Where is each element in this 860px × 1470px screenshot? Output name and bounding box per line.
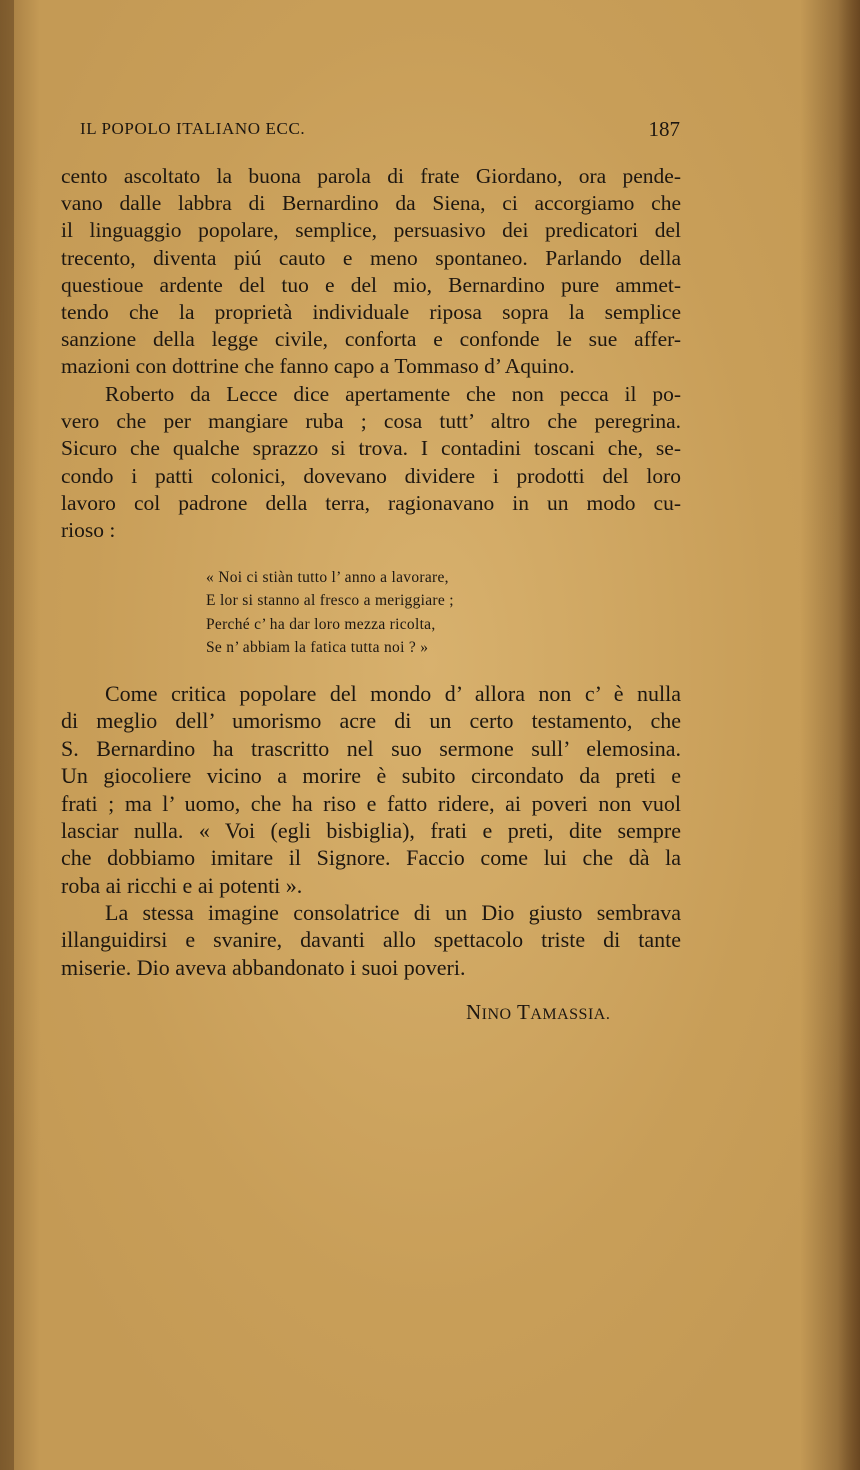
text-line: Roberto da Lecce dice apertamente che non pecca il po- [105,382,681,406]
page-edge-shadow [838,0,860,1470]
text-line: S. Bernardino ha trascritto nel suo sermone sull’ elemosina. [61,735,681,761]
signature-initial: T [516,1000,531,1024]
text-line: mazioni con dottrine che fanno capo a Tommaso d’ Aquino. [61,354,575,379]
signature-text: INO [481,1006,512,1023]
poem-line: Se n’ abbiam la fatica tutta noi ? » [206,638,429,656]
text-line: illanguidirsi e svanire, davanti allo spettacolo triste di tante [61,927,681,953]
text-line: Sicuro che qualche sprazzo si trova. I contadini toscani che, se- [61,436,681,461]
running-head [80,117,680,143]
text-line: roba ai ricchi e ai potenti ». [61,872,303,898]
text-line: lavoro col padrone della terra, ragionavano in un modo cu- [61,490,681,515]
poem-line: « Noi ci stiàn tutto l’ anno a lavorare, [206,569,449,586]
paragraph-3 [61,680,681,899]
text-line: Un giocoliere vicino a morire è subito circondato da preti e [61,763,681,789]
text-line: vano dalle labbra di Bernardino da Siena, ci accorgiamo che [61,191,681,216]
page-spine-shadow [0,0,14,1470]
text-line: vero che per mangiare ruba ; cosa tutt’ altro che peregrina. [61,409,681,434]
text-line: trecento, diventa piú cauto e meno spontaneo. Parlando della [61,245,681,270]
text-line: cento ascoltato la buona parola di frate Giordano, ora pende- [61,164,681,188]
text-line: Come critica popolare del mondo d’ allora non c’ è nulla [105,681,681,706]
paragraph-1 [61,163,681,381]
running-title: IL POPOLO ITALIANO ECC. [80,119,306,138]
text-line: condo i patti colonici, dovevano dividere i prodotti del loro [61,463,681,488]
text-line: sanzione della legge civile, conforta e confonde le sue affer- [61,327,681,352]
paragraph-2 [61,381,681,544]
signature-text: AMASSIA. [530,1006,611,1023]
poem-quote [206,566,536,659]
text-line: che dobbiamo imitare il Signore. Faccio come lui che dà la [61,845,681,871]
text-line: questioue ardente del tuo e del mio, Bernardino pure ammet- [61,272,681,297]
author-signature [466,1000,610,1025]
text-line: La stessa imagine consolatrice di un Dio giusto sembrava [105,900,681,925]
text-line: di meglio dell’ umorismo acre di un certo testamento, che [61,708,681,734]
paragraph-4 [61,899,681,981]
text-line: frati ; ma l’ uomo, che ha riso e fatto ridere, ai poveri non vuol [61,790,681,816]
text-line: rioso : [61,517,116,542]
text-line: tendo che la proprietà individuale riposa sopra la semplice [61,299,681,324]
text-line: lasciar nulla. « Voi (egli bisbiglia), frati e preti, dite sempre [61,817,681,843]
signature-initial: N [466,1000,482,1024]
poem-line: E lor si stanno al fresco a meriggiare ; [206,592,454,610]
poem-line: Perché c’ ha dar loro mezza ricolta, [206,615,436,633]
page-number: 187 [648,117,680,141]
text-line: il linguaggio popolare, semplice, persuasivo dei predicatori del [61,218,681,243]
text-line: miserie. Dio aveva abbandonato i suoi poveri. [61,954,466,980]
